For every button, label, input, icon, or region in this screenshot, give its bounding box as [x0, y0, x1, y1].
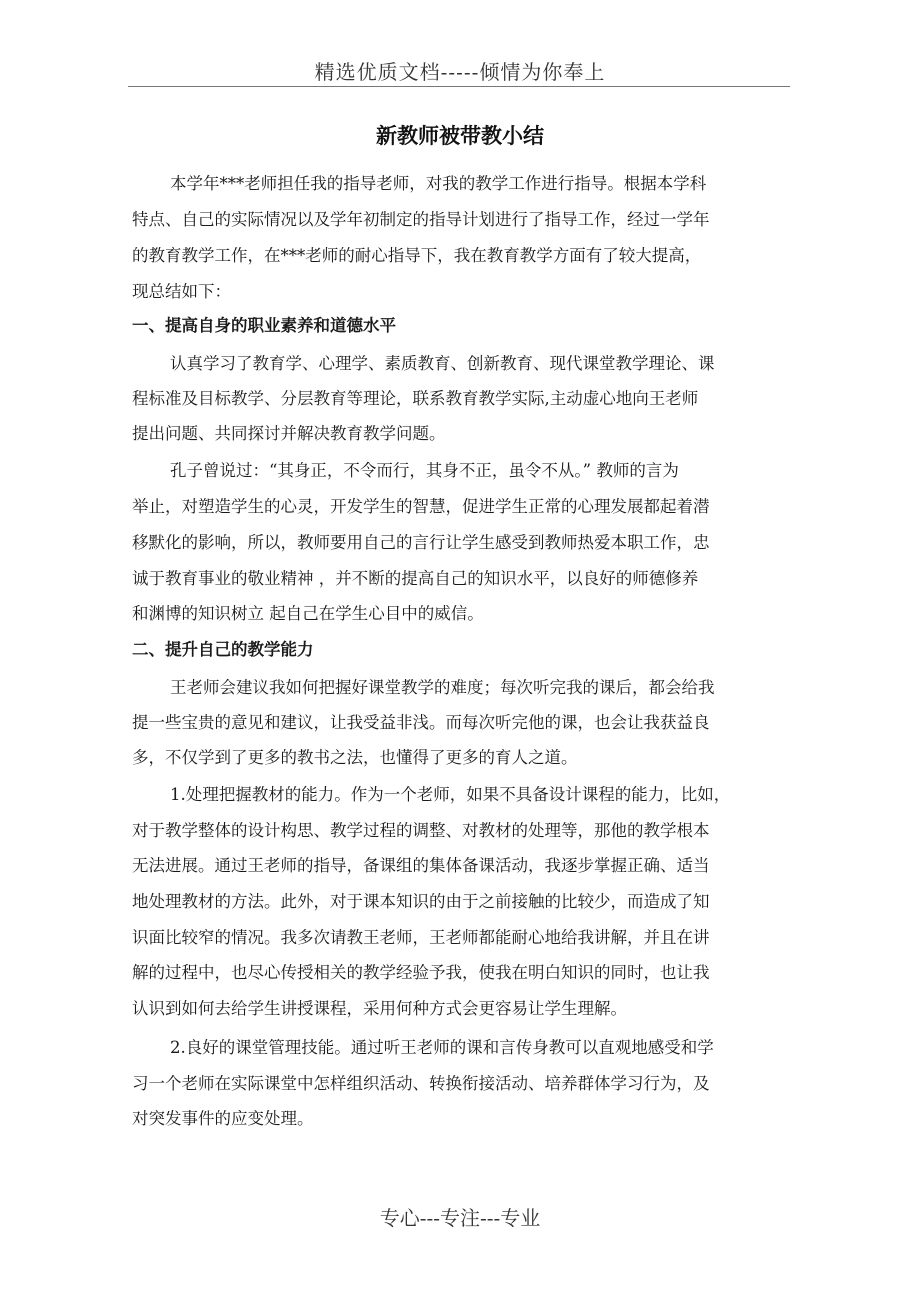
paragraph-line: 提一些宝贵的意见和建议，让我受益非浅。而每次听完他的课，也会让我获益良 [132, 713, 710, 732]
page-footer: 专心---专注---专业 [379, 1206, 541, 1230]
paragraph-line: 移默化的影响，所以，教师要用自己的言行让学生感受到教师热爱本职工作，忠 [132, 533, 710, 552]
paragraph-line: 举止，对塑造学生的心灵，开发学生的智慧，促进学生正常的心理发展都起着潜 [132, 497, 710, 516]
intro-line: 的教育教学工作，在***老师的耐心指导下，我在教育教学方面有了较大提高， [132, 246, 702, 265]
paragraph-line: 多，不仅学到了更多的教书之法，也懂得了更多的育人之道。 [132, 748, 578, 767]
paragraph-line: 孔子曾说过：“其身正，不令而行，其身不正，虽令不从。” 教师的言为 [170, 461, 679, 480]
paragraph-line: 认真学习了教育学、心理学、素质教育、创新教育、现代课堂教学理论、课 [170, 354, 715, 373]
section-heading-1: 一、提高自身的职业素养和道德水平 [132, 316, 396, 335]
paragraph-line: 王老师会建议我如何把握好课堂教学的难度；每次听完我的课后，都会给我 [170, 678, 715, 697]
paragraph-line: 对突发事件的应变处理。 [132, 1109, 314, 1128]
page-header: 精选优质文档-----倾情为你奉上 [314, 60, 606, 84]
paragraph-line: 习一个老师在实际课堂中怎样组织活动、转换衔接活动、培养群体学习行为，及 [132, 1074, 710, 1093]
paragraph-line: 提出问题、共同探讨并解决教育教学问题。 [132, 424, 446, 443]
paragraph-line: 识面比较窄的情况。我多次请教王老师，王老师都能耐心地给我讲解，并且在讲 [132, 928, 710, 947]
paragraph-line: 2.良好的课堂管理技能。通过听王老师的课和言传身教可以直观地感受和学 [170, 1038, 714, 1057]
document-title: 新教师被带教小结 [376, 124, 544, 148]
intro-line: 特点、自己的实际情况以及学年初制定的指导计划进行了指导工作，经过一学年 [132, 210, 710, 229]
paragraph-line: 解的过程中，也尽心传授相关的教学经验予我，使我在明白知识的同时，也让我 [132, 963, 710, 982]
section-heading-2: 二、提升自己的教学能力 [132, 640, 314, 659]
paragraph-line: 地处理教材的方法。此外，对于课本知识的由于之前接触的比较少，而造成了知 [132, 892, 710, 911]
paragraph-line: 对于教学整体的设计构思、教学过程的调整、对教材的处理等，那他的教学根本 [132, 821, 710, 840]
paragraph-line: 认识到如何去给学生讲授课程，采用何种方式会更容易让学生理解。 [132, 999, 627, 1018]
paragraph-line: 无法进展。通过王老师的指导，备课组的集体备课活动，我逐步掌握正确、适当 [132, 856, 710, 875]
paragraph-line: 和渊博的知识树立 起自己在学生心目中的威信。 [132, 604, 484, 623]
intro-line: 现总结如下： [132, 282, 231, 301]
paragraph-line: 1.处理把握教材的能力。作为一个老师，如果不具备设计课程的能力，比如， [170, 785, 731, 804]
paragraph-line: 诚于教育事业的敬业精神 ，并不断的提高自己的知识水平，以良好的师德修养 [132, 569, 699, 588]
intro-line: 本学年***老师担任我的指导老师，对我的教学工作进行指导。根据本学科 [170, 174, 707, 193]
header-divider [128, 86, 790, 87]
paragraph-line: 程标准及目标教学、分层教育等理论，联系教育教学实际,主动虚心地向王老师 [132, 389, 699, 408]
